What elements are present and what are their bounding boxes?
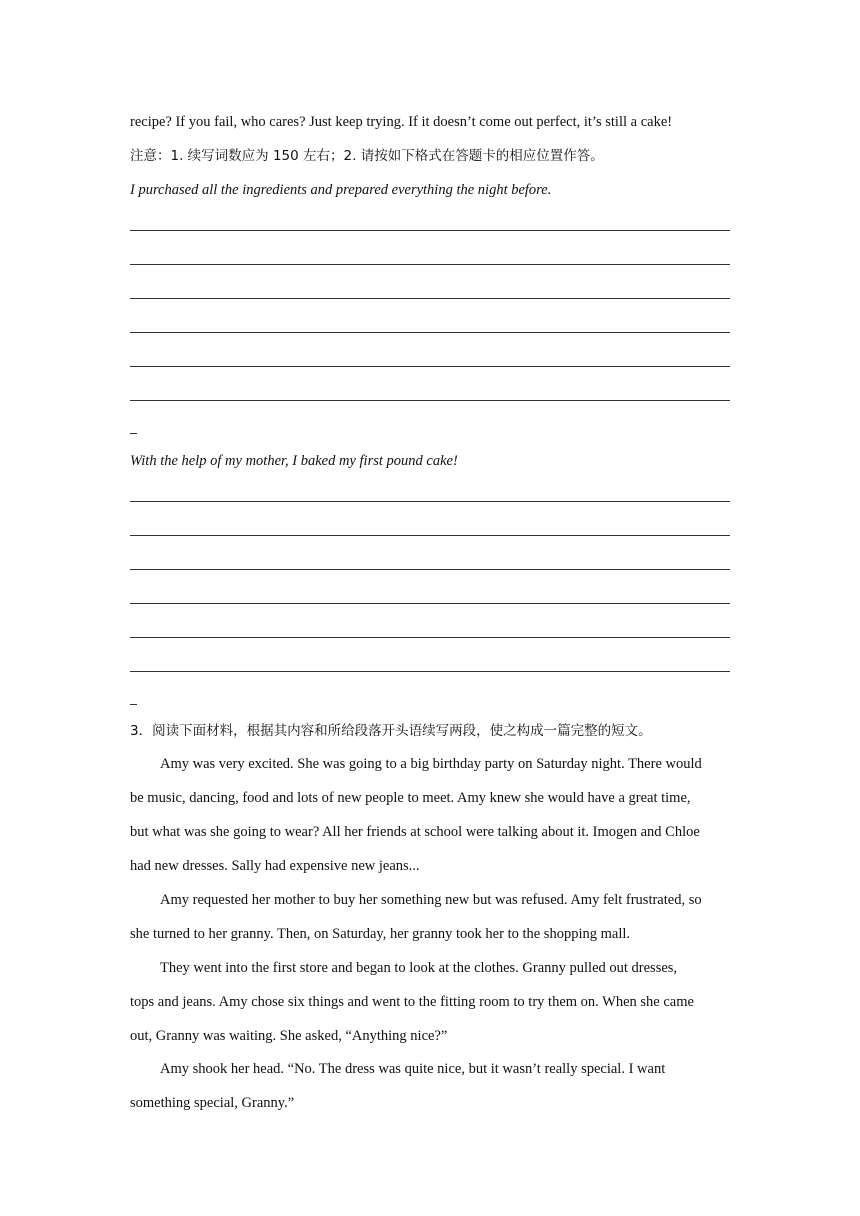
intro-text-line: recipe? If you fail, who cares? Just keep trying. If it doesn’t come out perfect, it’s still a cake! <box>130 114 673 130</box>
answer-line[interactable] <box>130 298 730 299</box>
passage-line: tops and jeans. Amy chose six things and went to the fitting room to try them on. When she came <box>130 994 694 1010</box>
answer-line[interactable] <box>130 332 730 333</box>
passage-line: she turned to her granny. Then, on Saturday, her granny took her to the shopping mall. <box>130 926 631 942</box>
passage-line: Amy was very excited. She was going to a big birthday party on Saturday night. There would <box>160 756 702 772</box>
document-page <box>130 0 730 1216</box>
passage-line: be music, dancing, food and lots of new people to meet. Amy knew she would have a great time, <box>130 790 691 806</box>
answer-line[interactable] <box>130 671 730 672</box>
answer-line[interactable] <box>130 501 730 502</box>
answer-line[interactable] <box>130 603 730 604</box>
paragraph-1-opening: I purchased all the ingredients and prepared everything the night before. <box>130 182 552 198</box>
answer-line-tail <box>130 704 137 705</box>
answer-line[interactable] <box>130 230 730 231</box>
passage-line: out, Granny was waiting. She asked, “Anything nice?” <box>130 1028 448 1044</box>
passage-line: had new dresses. Sally had expensive new jeans... <box>130 858 420 874</box>
answer-line[interactable] <box>130 264 730 265</box>
paragraph-2-opening: With the help of my mother, I baked my first pound cake! <box>130 453 458 469</box>
answer-line[interactable] <box>130 637 730 638</box>
passage-line: something special, Granny.” <box>130 1095 295 1111</box>
answer-line[interactable] <box>130 569 730 570</box>
passage-line: Amy requested her mother to buy her something new but was refused. Amy felt frustrated, so <box>160 892 702 908</box>
answer-line[interactable] <box>130 400 730 401</box>
passage-line: but what was she going to wear? All her friends at school were talking about it. Imogen and Chloe <box>130 824 700 840</box>
passage-line: Amy shook her head. “No. The dress was quite nice, but it wasn’t really special. I want <box>160 1061 666 1077</box>
answer-line[interactable] <box>130 535 730 536</box>
passage-line: They went into the first store and began to look at the clothes. Granny pulled out dresses, <box>160 960 678 976</box>
question-3-instruction: 3．阅读下面材料，根据其内容和所给段落开头语续写两段，使之构成一篇完整的短文。 <box>130 723 652 739</box>
answer-line[interactable] <box>130 366 730 367</box>
answer-line-tail <box>130 433 137 434</box>
writing-note: 注意：1. 续写词数应为 150 左右；2. 请按如下格式在答题卡的相应位置作答。 <box>130 148 604 164</box>
